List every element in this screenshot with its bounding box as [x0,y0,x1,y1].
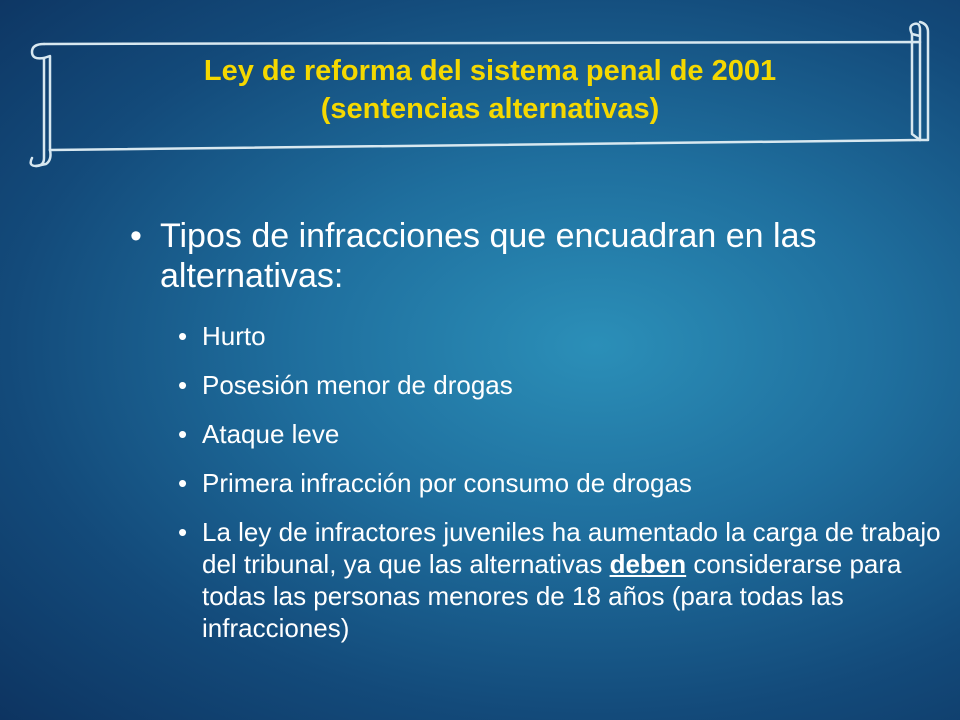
bullet-dot-icon: • [130,217,142,255]
bullet-dot-icon: • [178,321,188,351]
bullet-dot-icon: • [178,370,188,400]
bullet-dot-icon: • [178,517,188,547]
sub-bullet-text: Primera infracción por consumo de drogas [202,468,692,498]
slide-title-line1: Ley de reforma del sistema penal de 2001 [203,55,777,87]
slide-title-line2: (sentencias alternativas) [320,93,660,125]
bullet-dot-icon: • [178,419,188,449]
long-bullet-part1: La ley de infractores juveniles ha aumentado la carga de trabajo del tribunal, ya que las alternativas [202,517,941,579]
sub-bullet-text: Hurto [202,321,266,351]
main-bullet-text: Tipos de infracciones que encuadran en las alternativas: [160,217,817,295]
sub-bullet-text: Posesión menor de drogas [202,370,513,400]
sub-bullet-text-long [202,516,942,644]
long-bullet-part2: considerarse para todas las personas menores de 18 años (para todas las infracciones) [202,549,902,643]
bullet-dot-icon: • [178,468,188,498]
emphasis-word: deben [609,549,687,579]
sub-bullet-text: Ataque leve [202,419,340,449]
